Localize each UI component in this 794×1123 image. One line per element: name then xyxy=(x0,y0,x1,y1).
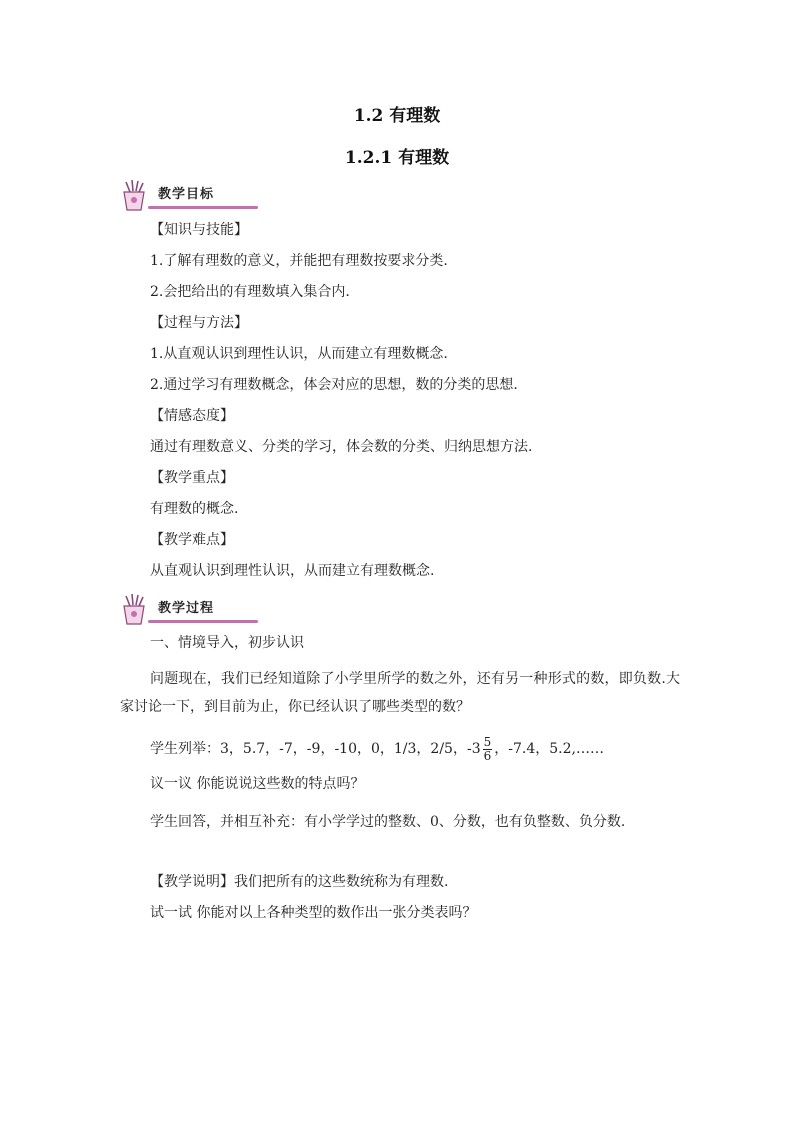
banner-underline xyxy=(148,206,258,209)
section-banner-objectives xyxy=(118,178,268,212)
key-point-heading: 【教学重点】 xyxy=(150,470,234,486)
banner-underline xyxy=(148,620,258,623)
knowledge-item-2: 2.会把给出的有理数填入集合内. xyxy=(150,284,350,300)
student-list-suffix: ，-7.4，5.2,…… xyxy=(494,741,604,757)
emotion-heading: 【情感态度】 xyxy=(150,408,234,424)
fraction-numerator: 5 xyxy=(483,734,492,749)
section-banner-process xyxy=(118,592,268,626)
question-paragraph: 问题现在，我们已经知道除了小学里所学的数之外，还有另一种形式的数，即负数.大家讨论一下，到目前为止，你已经认识了哪些类型的数？ xyxy=(120,671,680,715)
student-list-paragraph xyxy=(150,730,710,768)
knowledge-item-1: 1.了解有理数的意义，并能把有理数按要求分类. xyxy=(150,253,448,269)
student-answer-paragraph: 学生回答，并相互补充：有小学学过的整数、0、分数，也有负整数、负分数. xyxy=(150,814,626,830)
process-item-2: 2.通过学习有理数概念，体会对应的思想，数的分类的思想. xyxy=(150,377,518,393)
teaching-note: 【教学说明】我们把所有的这些数统称为有理数. xyxy=(150,874,449,890)
process-item-1: 1.从直观认识到理性认识，从而建立有理数概念. xyxy=(150,346,448,362)
knowledge-heading: 【知识与技能】 xyxy=(150,222,248,238)
key-point-item: 有理数的概念. xyxy=(150,501,239,517)
difficulty-heading: 【教学难点】 xyxy=(150,532,234,548)
emotion-item-1: 通过有理数意义、分类的学习，体会数的分类、归纳思想方法. xyxy=(150,439,533,455)
pencil-pot-icon xyxy=(118,178,152,212)
step-heading: 一、情境导入，初步认识 xyxy=(150,635,304,651)
page-title: 1.2 有理数 xyxy=(353,106,441,126)
difficulty-item: 从直观认识到理性认识，从而建立有理数概念. xyxy=(150,563,435,579)
section-banner-label: 教学目标 xyxy=(158,187,215,202)
section-banner-label: 教学过程 xyxy=(158,601,215,616)
process-heading: 【过程与方法】 xyxy=(150,315,248,331)
mixed-fraction xyxy=(483,736,493,763)
section-title: 1.2.1 有理数 xyxy=(344,148,450,168)
fraction-denominator: 6 xyxy=(483,748,492,763)
try-prompt: 试一试 你能对以上各种类型的数作出一张分类表吗？ xyxy=(150,905,477,921)
discussion-prompt: 议一议 你能说说这些数的特点吗？ xyxy=(150,776,365,792)
pencil-pot-icon xyxy=(118,592,152,626)
student-list-prefix: 学生列举：3，5.7，-7，-9，-10，0，1/3，2/5，-3 xyxy=(150,741,481,757)
